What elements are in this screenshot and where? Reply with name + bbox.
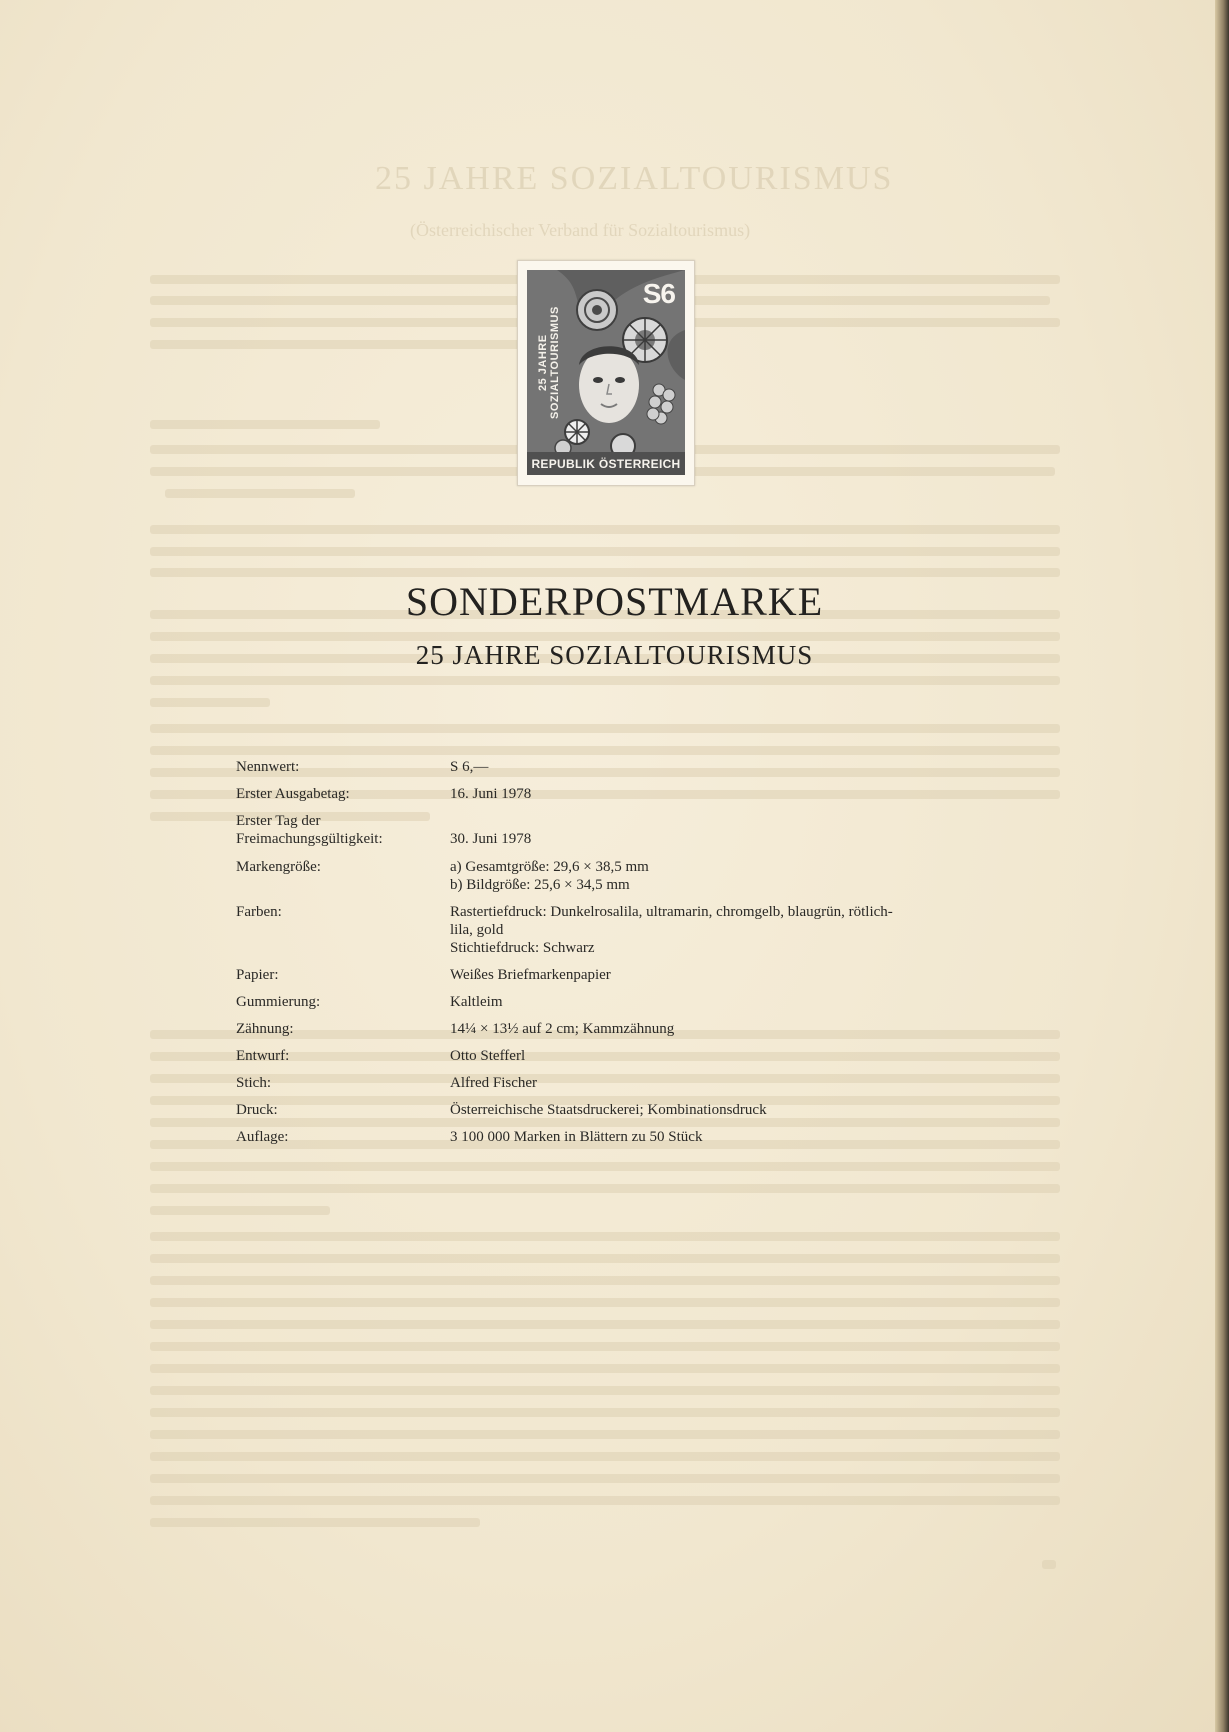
spec-value: Otto Stefferl [450,1048,526,1064]
stamp-value: S6 [642,278,675,309]
stamp-image [527,270,685,475]
spec-value: 14¼ × 13½ auf 2 cm; Kammzähnung [450,1021,675,1037]
specification-table [236,758,1036,1155]
spec-label: Entwurf: [236,1048,290,1064]
spec-label: Erster Ausgabetag: [236,786,350,802]
spec-row-farben [236,903,1036,966]
spec-value: Österreichische Staatsdruckerei; Kombinationsdruck [450,1102,767,1118]
spec-value: a) Gesamtgröße: 29,6 × 38,5 mm b) Bildgröße: 25,6 × 34,5 mm [450,859,649,893]
spec-row-zaehnung [236,1020,1036,1047]
spec-label: Auflage: [236,1129,289,1145]
spec-value: Alfred Fischer [450,1075,538,1091]
spec-label: Nennwert: [236,759,300,775]
spec-row-ausgabetag [236,785,1036,812]
spec-row-papier [236,966,1036,993]
spec-row-auflage [236,1128,1036,1155]
spec-value: Weißes Briefmarkenpapier [450,967,611,983]
spec-value: Rastertiefdruck: Dunkelrosalila, ultramarin, chromgelb, blaugrün, rötlich- lila, gold Stichtiefdruck: Schwarz [450,904,893,956]
spec-value: 16. Juni 1978 [450,786,532,802]
spec-label: Gummierung: [236,994,321,1010]
page-edge-shadow [1215,0,1229,1732]
spec-row-gummierung [236,993,1036,1020]
spec-label: Zähnung: [236,1021,294,1037]
stamp-side-text: 25 JAHRE SOZIALTOURISMUS [537,306,561,420]
spec-row-druck [236,1101,1036,1128]
page-subtitle: 25 JAHRE SOZIALTOURISMUS [415,640,814,670]
spec-value: S 6,— [450,759,489,775]
spec-label: Druck: [236,1102,278,1118]
spec-row-gueltigkeit [236,812,1036,858]
spec-label: Markengröße: [236,859,321,875]
spec-row-nennwert [236,758,1036,785]
spec-row-markengroesse [236,858,1036,903]
spec-value: 3 100 000 Marken in Blättern zu 50 Stück [450,1129,703,1145]
spec-row-entwurf [236,1047,1036,1074]
bleed-through-title: 25 JAHRE SOZIALTOURISMUS [375,160,894,197]
stamp-country: REPUBLIK ÖSTERREICH [531,457,681,471]
bleed-through-subtitle: (Österreichischer Verband für Sozialtourismus) [410,220,751,240]
spec-label: Papier: [236,967,279,983]
spec-label: Stich: [236,1075,272,1091]
spec-row-stich [236,1074,1036,1101]
spec-value: 30. Juni 1978 [450,831,532,847]
spec-label: Erster Tag der Freimachungsgültigkeit: [236,813,383,847]
page-title: SONDERPOSTMARKE [405,579,824,624]
stamp-proof [517,260,695,486]
spec-label: Farben: [236,904,282,920]
spec-value: Kaltleim [450,994,503,1010]
